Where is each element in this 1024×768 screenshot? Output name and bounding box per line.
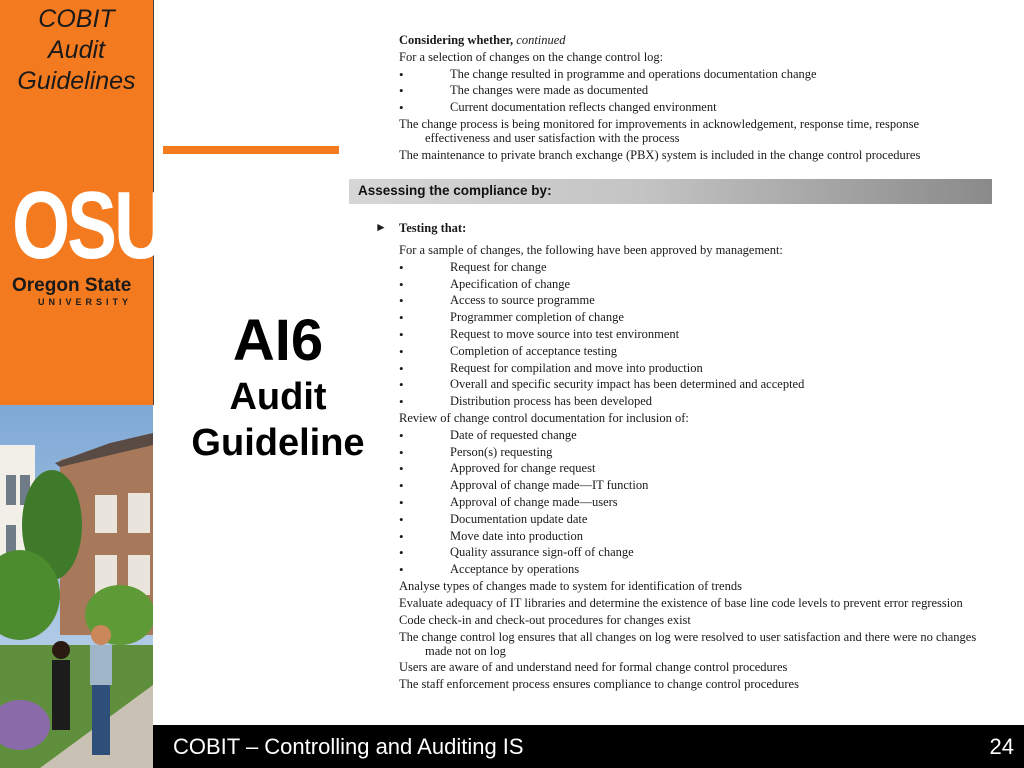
osu-logo-letters: OSU [12,172,165,279]
footer [153,725,1024,768]
assess-compliance-bar [349,179,992,204]
campus-photo [0,405,153,768]
footer-title: COBIT – Controlling and Auditing IS [173,734,524,759]
osu-logo-university: UNIVERSITY [38,297,133,307]
doc-closing-1: Analyse types of changes made to system for identification of trends [399,579,742,593]
doc-closing-4-line2: made not on log [425,644,506,658]
assess-compliance-label: Assessing the compliance by: [358,183,552,198]
osu-logo-name: Oregon State [12,275,132,296]
doc-para1-line1: The change process is being monitored for improvements in acknowledgement, response time, response [399,117,919,131]
doc-heading [399,33,566,48]
doc-heading-bold: Considering whether, [399,33,514,47]
sidebar-title-line1: COBIT [38,5,115,33]
slide-title-main: AI6 [232,308,324,373]
doc-para1-line2: effectiveness and user satisfaction with the process [425,131,680,145]
doc-heading-italic: continued [516,33,566,47]
testing-label: Testing that: [399,221,467,235]
doc-para2: The maintenance to private branch exchange (PBX) system is included in the change control procedures [399,148,921,162]
accent-bar [163,146,339,154]
slide-title [160,308,396,466]
doc-intro3: Review of change control documentation for inclusion of: [399,411,689,425]
doc-intro2: For a sample of changes, the following have been approved by management: [399,243,783,257]
doc-closing-4-line1: The change control log ensures that all changes on log were resolved to user satisfaction and there were no changes [399,630,977,644]
slide-subtitle-line2: Guideline [191,422,365,464]
page-number: 24 [989,734,1014,759]
doc-closing-6: The staff enforcement process ensures compliance to change control procedures [399,677,799,691]
sidebar-title-line3: Guidelines [17,67,136,95]
osu-logo [12,172,165,307]
arrow-bullet-icon: ► [375,220,387,234]
doc-closing-3: Code check-in and check-out procedures for changes exist [399,613,691,627]
slide-subtitle-line1: Audit [229,376,327,418]
doc-closing-5: Users are aware of and understand need for formal change control procedures [399,660,788,674]
sidebar-title [0,4,153,97]
doc-intro1: For a selection of changes on the change control log: [399,50,664,64]
sidebar [0,0,165,405]
sidebar-title-line2: Audit [48,36,105,64]
doc-closing-2: Evaluate adequacy of IT libraries and determine the existence of base line code levels to prevent error regression [399,596,963,610]
